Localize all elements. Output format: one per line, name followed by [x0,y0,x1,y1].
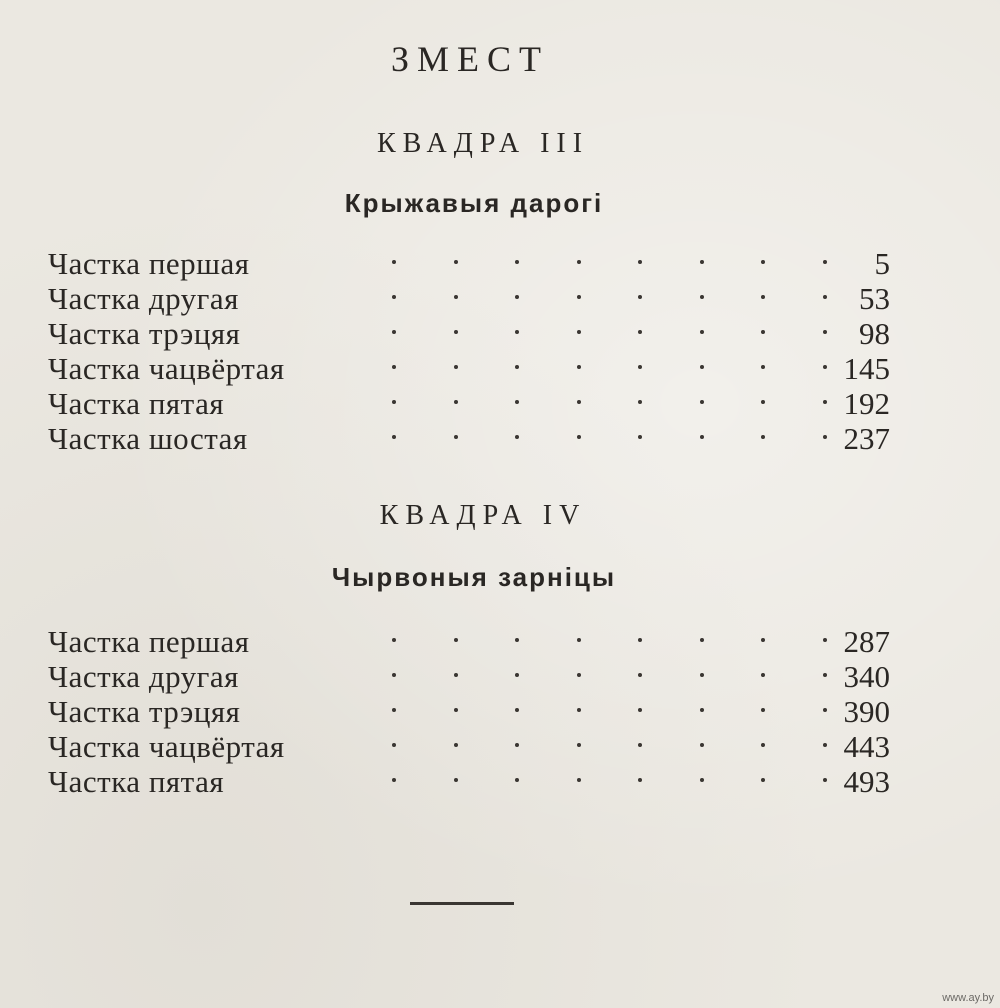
leader-dot [823,260,827,264]
closing-rule [410,902,514,905]
toc-entry-page: 145 [843,351,890,386]
leader-dot [761,400,765,404]
dot-leader [342,764,842,799]
leader-dot [515,778,519,782]
leader-dot [515,638,519,642]
toc-entry-page: 493 [843,764,890,799]
leader-dot [761,435,765,439]
leader-dot [577,260,581,264]
toc-entry-page: 287 [843,624,890,659]
dot-leader [342,659,842,694]
toc-entry-label: Частка чацвёртая [48,351,285,386]
leader-dot [454,435,458,439]
toc-entry-label: Частка трэцяя [48,694,241,729]
toc-entry [48,281,898,316]
leader-dot [823,743,827,747]
toc-entry [48,694,898,729]
leader-dot [761,295,765,299]
toc-entry-page: 443 [843,729,890,764]
leader-dot [638,673,642,677]
leader-dot [392,638,396,642]
leader-dot [454,295,458,299]
dot-leader [342,281,842,316]
leader-dot [700,778,704,782]
toc-list [48,246,898,456]
leader-dot [638,435,642,439]
toc-entry-label: Частка пятая [48,764,225,799]
leader-dot [454,673,458,677]
leader-dot [823,365,827,369]
dot-leader [342,246,842,281]
toc-entry [48,624,898,659]
toc-entry-label: Частка першая [48,246,250,281]
leader-dot [700,435,704,439]
dot-leader [342,729,842,764]
leader-dot [577,778,581,782]
leader-dot [392,673,396,677]
leader-dot [515,435,519,439]
leader-dot [823,435,827,439]
leader-dot [392,365,396,369]
dot-leader [342,386,842,421]
dot-leader [342,421,842,456]
leader-dot [700,400,704,404]
toc-entry [48,351,898,386]
page-title: ЗМЕСТ [390,39,550,79]
leader-dot [700,708,704,712]
toc-entry [48,386,898,421]
leader-dot [823,295,827,299]
leader-dot [577,435,581,439]
leader-dot [761,708,765,712]
leader-dot [392,260,396,264]
leader-dot [700,295,704,299]
toc-entry-label: Частка пятая [48,386,225,421]
leader-dot [700,260,704,264]
toc-entry [48,246,898,281]
leader-dot [515,400,519,404]
leader-dot [392,400,396,404]
toc-entry-label: Частка другая [48,659,239,694]
toc-entry-page: 192 [843,386,890,421]
leader-dot [392,330,396,334]
leader-dot [638,400,642,404]
leader-dot [761,365,765,369]
leader-dot [515,260,519,264]
toc-entry-page: 340 [843,659,890,694]
toc-entry-page: 5 [874,246,890,281]
leader-dot [454,778,458,782]
section-heading: КВАДРА III [376,128,590,159]
watermark: www.ay.by [942,992,994,1004]
toc-entry [48,764,898,799]
leader-dot [823,673,827,677]
leader-dot [761,260,765,264]
leader-dot [454,708,458,712]
leader-dot [638,778,642,782]
leader-dot [515,365,519,369]
leader-dot [700,638,704,642]
leader-dot [761,673,765,677]
leader-dot [392,295,396,299]
leader-dot [577,330,581,334]
leader-dot [638,638,642,642]
leader-dot [392,435,396,439]
section-book-title: Крыжавыя дарогі [344,188,604,218]
leader-dot [700,673,704,677]
leader-dot [823,778,827,782]
toc-entry-page: 237 [843,421,890,456]
leader-dot [823,330,827,334]
leader-dot [454,400,458,404]
leader-dot [515,330,519,334]
leader-dot [638,260,642,264]
leader-dot [638,365,642,369]
leader-dot [638,330,642,334]
leader-dot [454,743,458,747]
toc-entry-page: 98 [859,316,890,351]
leader-dot [638,708,642,712]
toc-entry-page: 390 [843,694,890,729]
leader-dot [761,778,765,782]
section-heading: КВАДРА IV [379,500,587,531]
leader-dot [392,708,396,712]
leader-dot [823,400,827,404]
leader-dot [638,743,642,747]
leader-dot [454,330,458,334]
section-book-title: Чырвоныя зарніцы [331,562,617,592]
leader-dot [761,638,765,642]
dot-leader [342,351,842,386]
leader-dot [577,295,581,299]
toc-list [48,624,898,799]
leader-dot [823,638,827,642]
leader-dot [515,743,519,747]
toc-entry-page: 53 [859,281,890,316]
dot-leader [342,624,842,659]
leader-dot [392,778,396,782]
leader-dot [392,743,396,747]
leader-dot [515,708,519,712]
leader-dot [577,638,581,642]
toc-entry [48,729,898,764]
leader-dot [700,330,704,334]
leader-dot [700,743,704,747]
leader-dot [454,260,458,264]
toc-entry-label: Частка шостая [48,421,248,456]
leader-dot [577,743,581,747]
leader-dot [638,295,642,299]
leader-dot [577,365,581,369]
toc-entry-label: Частка першая [48,624,250,659]
leader-dot [515,673,519,677]
leader-dot [454,365,458,369]
leader-dot [454,638,458,642]
dot-leader [342,316,842,351]
leader-dot [761,743,765,747]
toc-entry-label: Частка чацвёртая [48,729,285,764]
leader-dot [577,708,581,712]
toc-entry [48,421,898,456]
toc-entry-label: Частка другая [48,281,239,316]
toc-entry-label: Частка трэцяя [48,316,241,351]
leader-dot [577,400,581,404]
dot-leader [342,694,842,729]
leader-dot [700,365,704,369]
leader-dot [761,330,765,334]
leader-dot [577,673,581,677]
leader-dot [515,295,519,299]
toc-entry [48,316,898,351]
toc-entry [48,659,898,694]
leader-dot [823,708,827,712]
